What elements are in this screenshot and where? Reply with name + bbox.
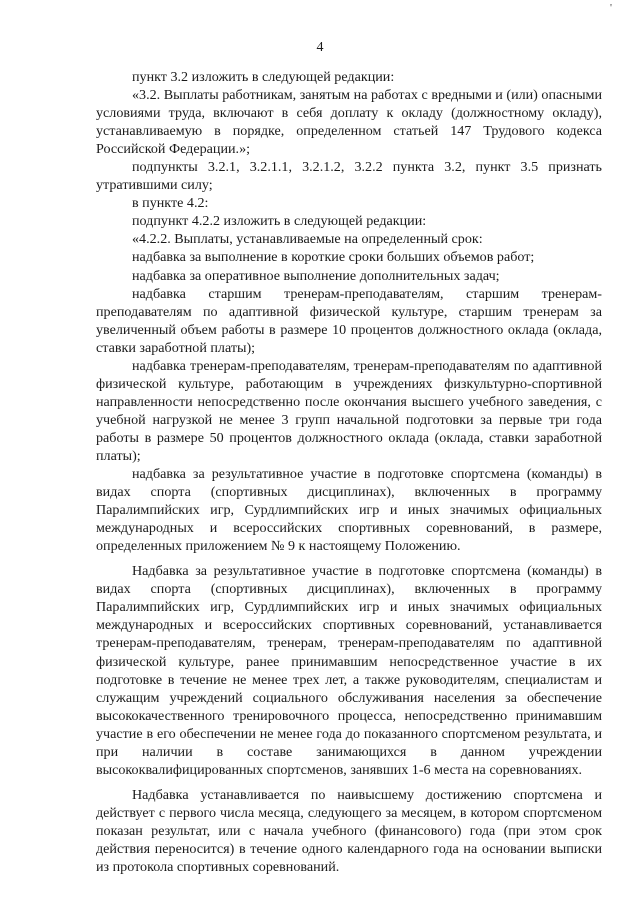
paragraph-subitem-4-2-2-title: «4.2.2. Выплаты, устанавливаемые на определенный срок: — [132, 231, 483, 248]
page-number: 4 — [316, 40, 324, 55]
paragraph-item-4-2: в пункте 4.2: — [132, 195, 209, 212]
corner-mark: ' — [610, 2, 612, 14]
paragraph-item-3-2-text: «3.2. Выплаты работникам, занятым на работах с вредными и (или) опасными условиями труда, включают в себя доплату к окладу (должностному окладу), устанавливаемую в порядке, определенном статьей 147 Трудового кодекса Российской Федерации.»; — [96, 87, 602, 158]
paragraph-item-3-2-intro: пункт 3.2 изложить в следующей редакции: — [132, 69, 395, 85]
paragraph-bonus-volume: надбавка за выполнение в короткие сроки больших объемов работ; — [132, 249, 535, 266]
document-body — [96, 68, 602, 876]
paragraph-bonus-term: Надбавка устанавливается по наивысшему достижению спортсмена и действует с первого числа месяца, следующего за месяцем, в котором спортсменом показан результат, или с начала учебного (финансового) года (при этом срок действия переносится) в течение одного календарного года на основании выписки из протокола спортивных соревнований. — [96, 786, 602, 876]
paragraph-bonus-senior-coaches: надбавка старшим тренерам-преподавателям, старшим тренерам-преподавателям по адаптивной физической культуре, старшим тренерам за увеличенный объем работы в размере 10 процентов должностного оклада (оклада, ставки заработной платы); — [96, 285, 602, 356]
paragraph-bonus-athlete-results: надбавка за результативное участие в подготовке спортсмена (команды) в видах спорта (спортивных дисциплинах), включенных в программу Паралимпийских игр, Сурдлимпийских игр и иных значимых официальных международных и всероссийских спортивных соревнований, в размере, определенных приложением № 9 к настоящему Положению. — [96, 466, 602, 555]
paragraph-subitems-void: подпункты 3.2.1, 3.2.1.1, 3.2.1.2, 3.2.2 пункта 3.2, пункт 3.5 признать утратившими силу; — [96, 159, 602, 194]
paragraph-bonus-young-coaches: надбавка тренерам-преподавателям, тренерам-преподавателям по адаптивной физической культуре, работающим в учреждениях физкультурно-спортивной направленности непосредственно после окончания высшего учебного заведения, с учебной нагрузкой не менее 3 групп начальной подготовки за первые три года работы в размере 50 процентов должностного оклада (оклада, ставки заработной платы); — [96, 357, 602, 464]
paragraph-bonus-eligibility: Надбавка за результативное участие в подготовке спортсмена (команды) в видах спорта (спортивных дисциплинах), включенных в программу Паралимпийских игр, Сурдлимпийских игр и иных значимых официальных международных и всероссийских спортивных соревнований, устанавливается тренерам-преподавателям, тренерам, тренерам-преподавателям по адаптивной физической культуре, ранее принимавшим непосредственное участие в их подготовке в течение не менее трех лет, а также руководителям, специалистам и служащим учреждений социального обслуживания населения за обеспечение высококачественного тренировочного процесса, непосредственно принимавшим участие в его обеспечении не менее года до показанного спортсменом результата, и при наличии в составе занимающихся в данном учреждении высококвалифицированных спортсменов, занявших 1-6 места на соревнованиях. — [96, 563, 602, 778]
paragraph-subitem-4-2-2-intro: подпункт 4.2.2 изложить в следующей редакции: — [132, 213, 427, 230]
paragraph-bonus-tasks: надбавка за оперативное выполнение дополнительных задач; — [132, 267, 500, 284]
